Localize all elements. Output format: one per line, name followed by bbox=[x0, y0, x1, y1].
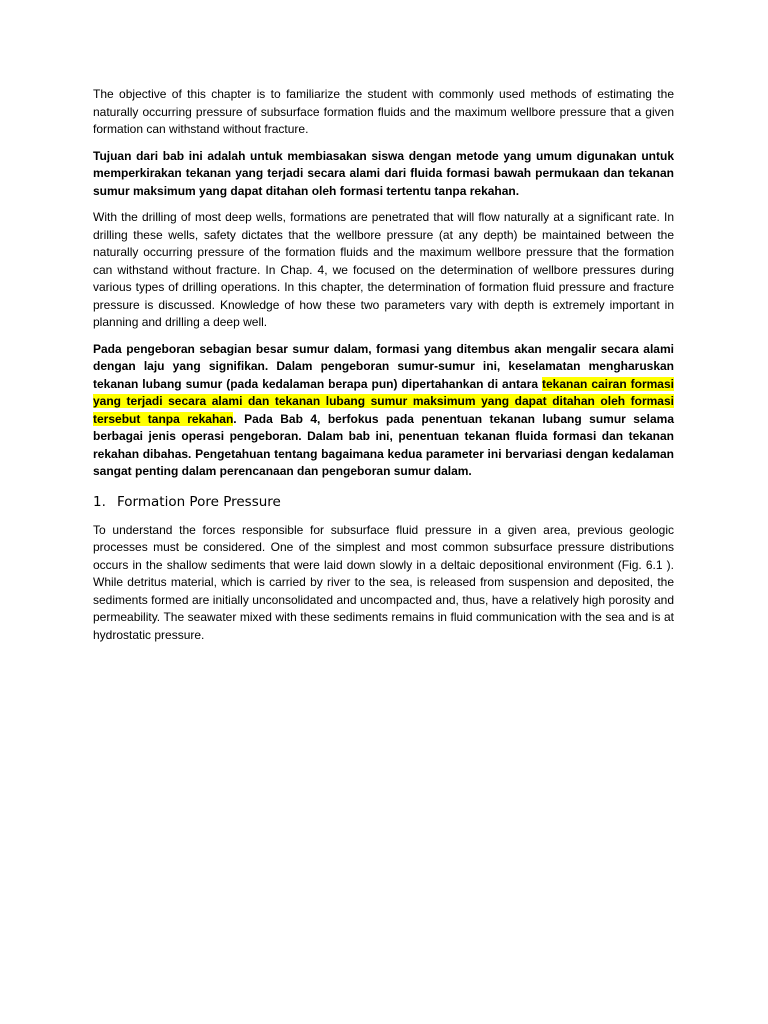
section-title: Formation Pore Pressure bbox=[117, 493, 281, 510]
paragraph-objective-en: The objective of this chapter is to familiarize the student with commonly used methods of estimating the naturally occurring pressure of subsurface formation fluids and the maximum wellbore pressure that a given formation can withstand without fracture. bbox=[93, 87, 674, 136]
paragraph-pore-pressure-en: To understand the forces responsible for subsurface fluid pressure in a given area, previous geologic processes must be considered. One of the simplest and most common subsurface pressure distributions occurs in the shallow sediments that were laid down slowly in a deltaic depositional environment (Fig. 6.1 ). While detritus material, which is carried by river to the sea, is released from suspension and deposited, the sediments formed are initially unconsolidated and uncompacted and, thus, have a relatively high porosity and permeability. The seawater mixed with these sediments remains in fluid communication with the sea and is at hydrostatic pressure. bbox=[93, 522, 674, 642]
paragraph-drilling-id-after: . Pada Bab 4, berfokus pada penentuan tekanan lubang sumur selama berbagai jenis operasi pengeboran. Dalam bab ini, penentuan tekanan fluida formasi dan tekanan rekahan dibahas. Pengetahuan tentang bagaimana kedua parameter ini bervariasi dengan kedalaman sangat penting dalam perencanaan dan pengeboran sumur dalam. bbox=[93, 411, 674, 478]
section-heading bbox=[93, 493, 674, 512]
document-page bbox=[93, 86, 674, 653]
paragraph-drilling-id-before: Pada pengeboran sebagian besar sumur dalam, formasi yang ditembus akan mengalir secara alami dengan laju yang signifikan. Dalam pengeboran sumur-sumur ini, keselamatan mengharuskan tekanan lubang sumur (pada kedalaman berapa pun) dipertahankan di antara bbox=[93, 341, 674, 391]
highlighted-text: tekanan cairan formasi yang terjadi secara alami dan tekanan lubang sumur maksimum yang dapat ditahan oleh formasi tersebut tanpa rekahan bbox=[93, 376, 674, 426]
paragraph-drilling-id bbox=[93, 341, 674, 481]
paragraph-objective-id: Tujuan dari bab ini adalah untuk membiasakan siswa dengan metode yang umum digunakan untuk memperkirakan tekanan yang terjadi secara alami dari fluida formasi bawah permukaan dan tekanan sumur maksimum yang dapat ditahan oleh formasi tertentu tanpa rekahan. bbox=[93, 148, 674, 198]
section-number: 1. bbox=[93, 493, 106, 510]
paragraph-drilling-en: With the drilling of most deep wells, formations are penetrated that will flow naturally at a significant rate. In drilling these wells, safety dictates that the wellbore pressure (at any depth) be maintained between the naturally occurring pressure of the formation fluids and the maximum wellbore pressure that the formation can withstand without fracture. In Chap. 4, we focused on the determination of wellbore pressures during various types of drilling operations. In this chapter, the determination of formation fluid pressure and fracture pressure is discussed. Knowledge of how these two parameters vary with depth is extremely important in planning and drilling a deep well. bbox=[93, 210, 674, 329]
